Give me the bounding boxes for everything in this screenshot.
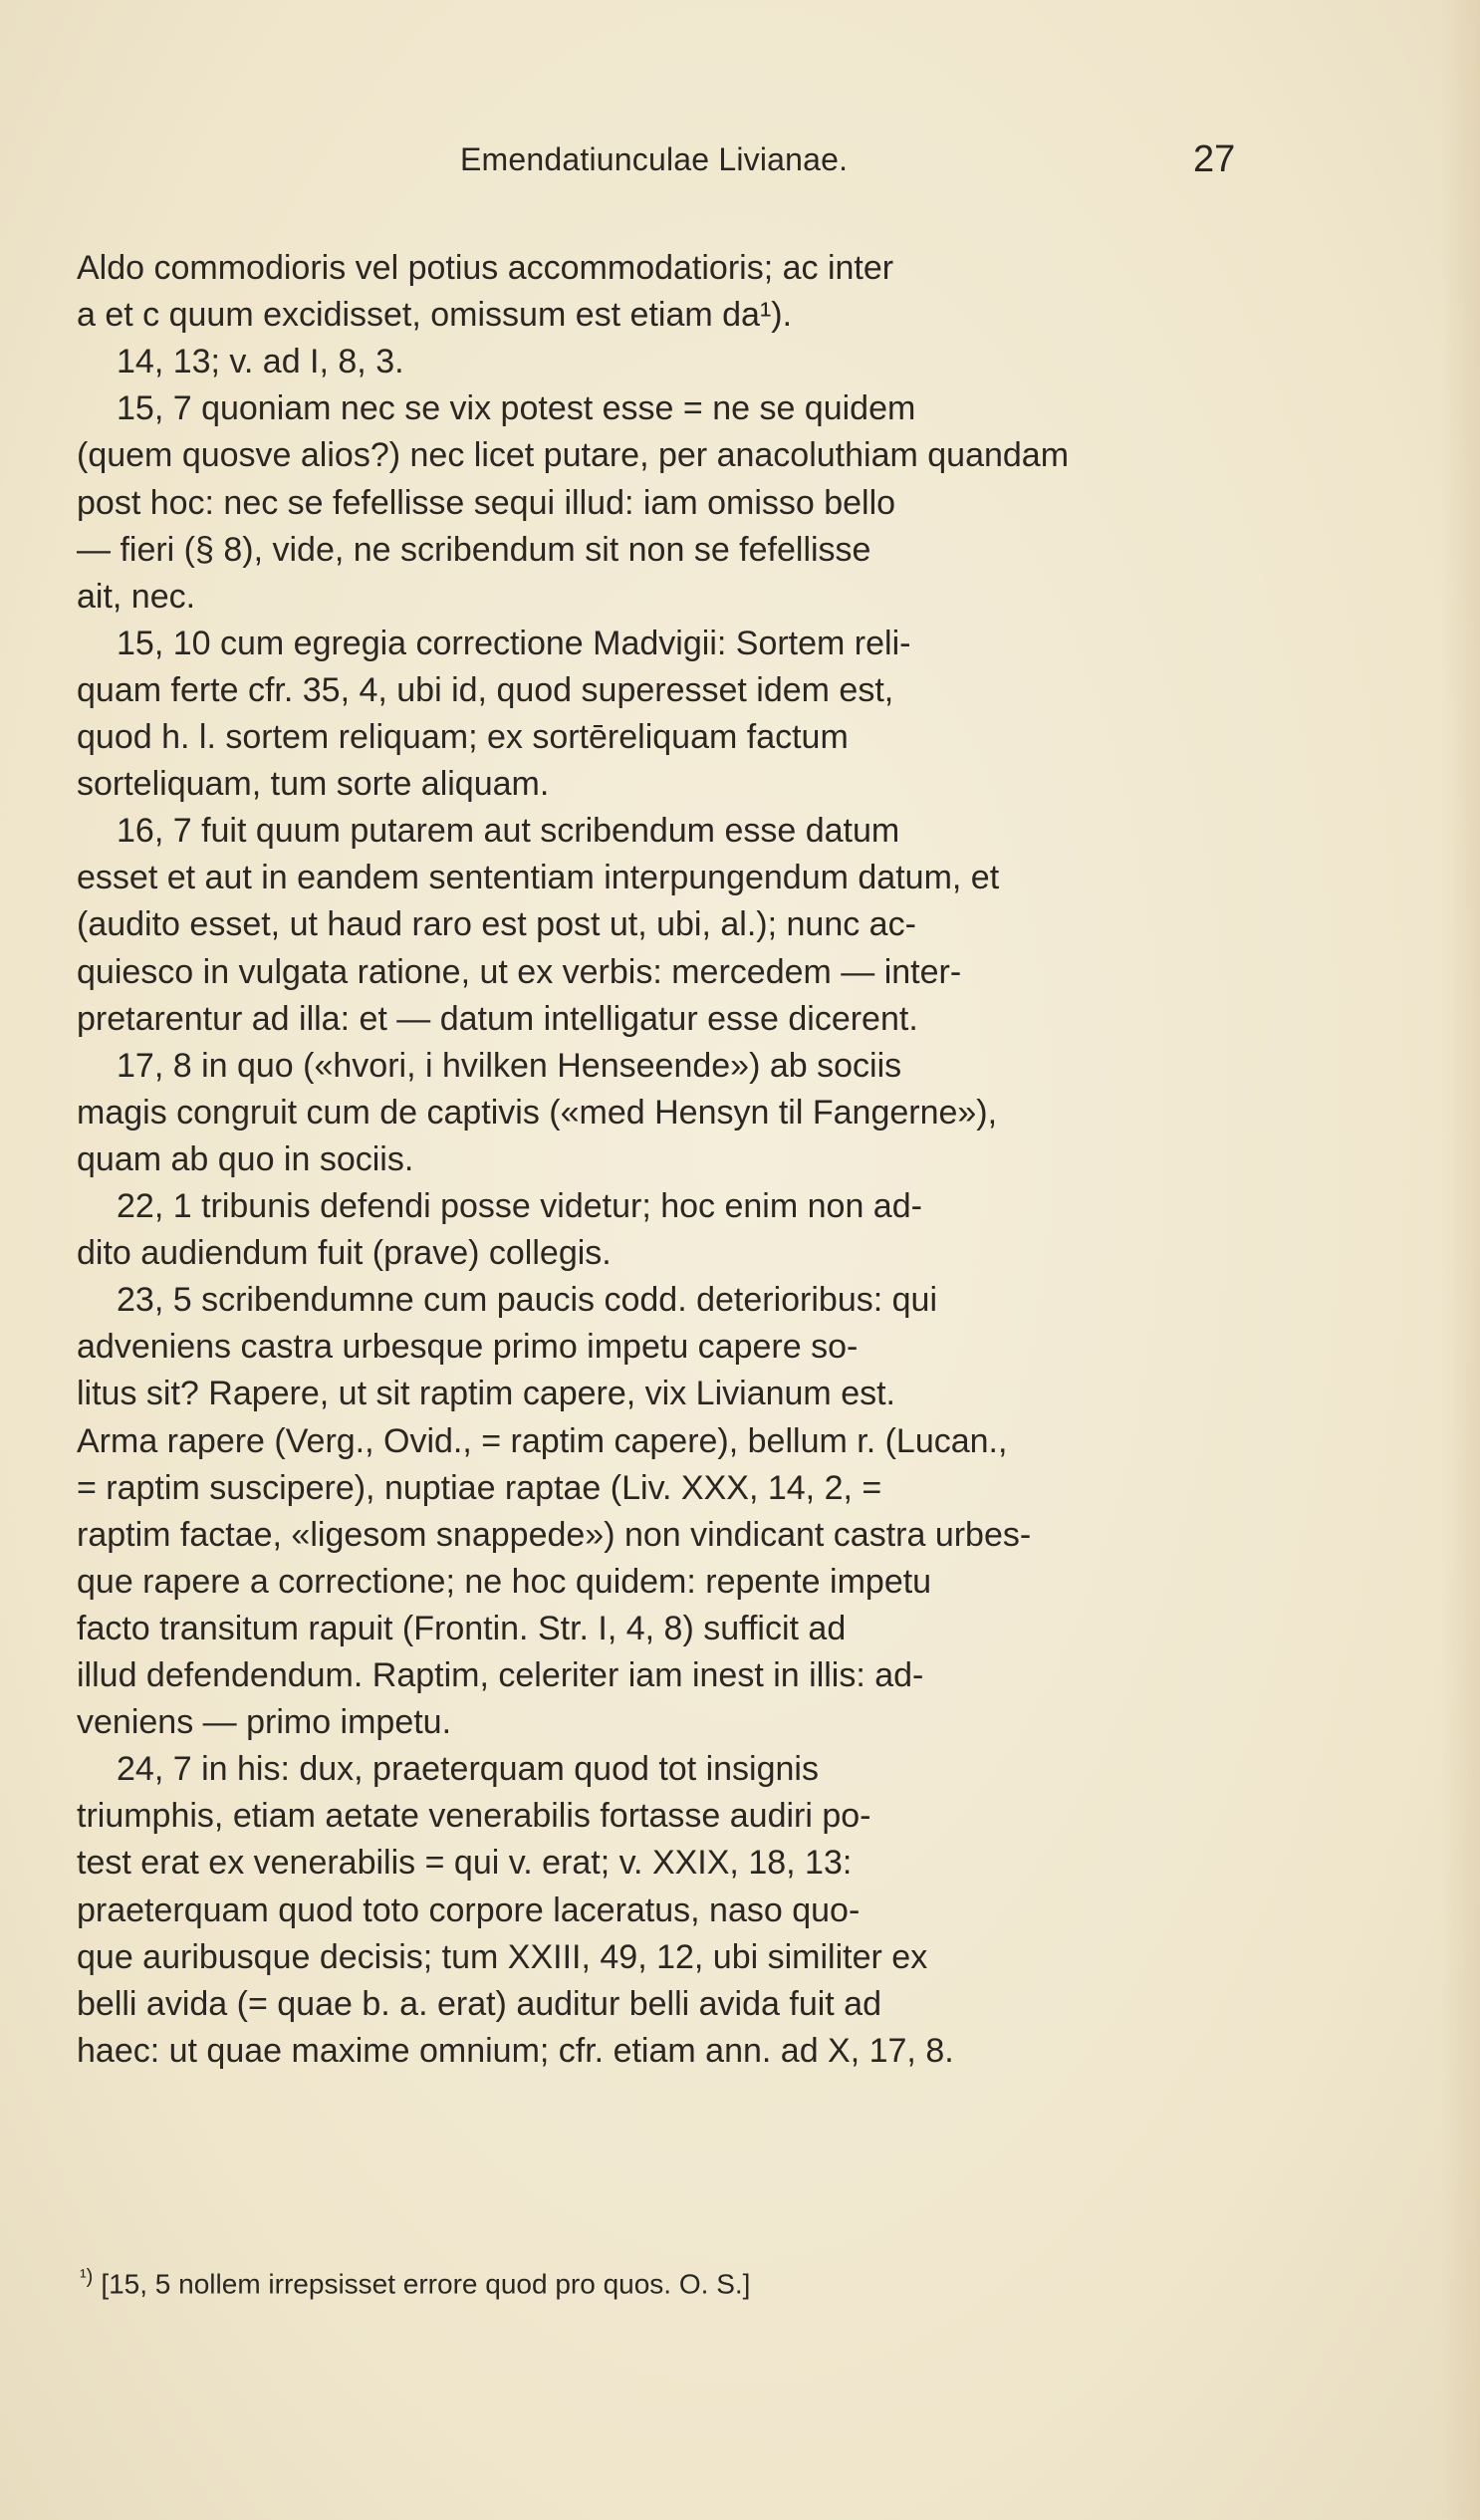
text-line: 22, 1 tribunis defendi posse videtur; hoc enim non ad- bbox=[117, 1187, 922, 1225]
text-line: Arma rapere (Verg., Ovid., = raptim capere), bellum r. (Lucan., bbox=[77, 1421, 1008, 1460]
running-head bbox=[0, 138, 1480, 191]
footnote-mark: ¹) bbox=[80, 2266, 94, 2288]
page-number: 27 bbox=[1193, 138, 1236, 180]
text-line: — fieri (§ 8), vide, ne scribendum sit non se fefellisse bbox=[77, 530, 871, 569]
text-line: 17, 8 in quo («hvori, i hvilken Henseende») ab sociis bbox=[117, 1046, 902, 1085]
text-line: raptim factae, «ligesom snappede») non vindicant castra urbes- bbox=[77, 1515, 1032, 1554]
page-edge-shade bbox=[1440, 0, 1480, 2520]
text-line: adveniens castra urbesque primo impetu capere so- bbox=[77, 1328, 859, 1367]
text-line: quam ab quo in sociis. bbox=[77, 1139, 414, 1178]
footnote-text: [15, 5 nollem irrepsisset errore quod pro quos. O. S.] bbox=[101, 2268, 751, 2300]
text-line: = raptim suscipere), nuptiae raptae (Liv. XXX, 14, 2, = bbox=[77, 1468, 882, 1507]
text-line: ait, nec. bbox=[77, 577, 196, 616]
text-line: que auribusque decisis; tum XXIII, 49, 12, ubi similiter ex bbox=[77, 1937, 928, 1976]
text-line: triumphis, etiam aetate venerabilis fortasse audiri po- bbox=[77, 1797, 871, 1836]
running-title: Emendatiunculae Livianae. bbox=[460, 141, 849, 177]
text-line: pretarentur ad illa: et — datum intelligatur esse dicerent. bbox=[77, 999, 918, 1038]
text-line: quiesco in vulgata ratione, ut ex verbis: mercedem — inter- bbox=[77, 952, 962, 991]
text-line: (quem quosve alios?) nec licet putare, per anacoluthiam quandam bbox=[77, 436, 1070, 475]
text-line: 24, 7 in his: dux, praeterquam quod tot insignis bbox=[117, 1750, 819, 1789]
text-line: 23, 5 scribendumne cum paucis codd. deterioribus: qui bbox=[117, 1281, 938, 1320]
text-line: facto transitum rapuit (Frontin. Str. I, 4, 8) sufficit ad bbox=[77, 1609, 847, 1647]
text-line: (audito esset, ut haud raro est post ut, ubi, al.); nunc ac- bbox=[77, 905, 916, 944]
text-line: praeterquam quod toto corpore laceratus, naso quo- bbox=[77, 1890, 861, 1929]
text-line: Aldo commodioris vel potius accommodatioris; ac inter bbox=[77, 249, 894, 287]
text-line: test erat ex venerabilis = qui v. erat; v. XXIX, 18, 13: bbox=[77, 1844, 853, 1883]
text-line: litus sit? Rapere, ut sit raptim capere, vix Livianum est. bbox=[77, 1375, 895, 1413]
text-line: 14, 13; v. ad I, 8, 3. bbox=[117, 343, 404, 381]
text-line: quod h. l. sortem reliquam; ex sortēreliquam factum bbox=[77, 718, 849, 756]
text-line: 15, 10 cum egregia correctione Madvigii: Sortem reli- bbox=[117, 624, 911, 662]
text-line: quam ferte cfr. 35, 4, ubi id, quod superesset idem est, bbox=[77, 670, 894, 709]
text-line: illud defendendum. Raptim, celeriter iam inest in illis: ad- bbox=[77, 1656, 924, 1694]
text-line: belli avida (= quae b. a. erat) auditur belli avida fuit ad bbox=[77, 1984, 881, 2023]
text-line: post hoc: nec se fefellisse sequi illud: iam omisso bello bbox=[77, 483, 896, 522]
text-line: 16, 7 fuit quum putarem aut scribendum esse datum bbox=[117, 812, 900, 851]
text-line: sorteliquam, tum sorte aliquam. bbox=[77, 765, 550, 804]
footnote bbox=[80, 2266, 750, 2300]
text-line: a et c quum excidisset, omissum est etiam da¹). bbox=[77, 296, 793, 335]
text-line: dito audiendum fuit (prave) collegis. bbox=[77, 1234, 612, 1273]
text-line: esset et aut in eandem sententiam interpungendum datum, et bbox=[77, 859, 1000, 897]
text-line: veniens — primo impetu. bbox=[77, 1703, 452, 1742]
text-line: 15, 7 quoniam nec se vix potest esse = ne se quidem bbox=[117, 389, 916, 428]
text-line: magis congruit cum de captivis («med Hensyn til Fangerne»), bbox=[77, 1093, 998, 1132]
text-line: haec: ut quae maxime omnium; cfr. etiam ann. ad X, 17, 8. bbox=[77, 2031, 954, 2070]
text-line: que rapere a correctione; ne hoc quidem: repente impetu bbox=[77, 1562, 932, 1601]
